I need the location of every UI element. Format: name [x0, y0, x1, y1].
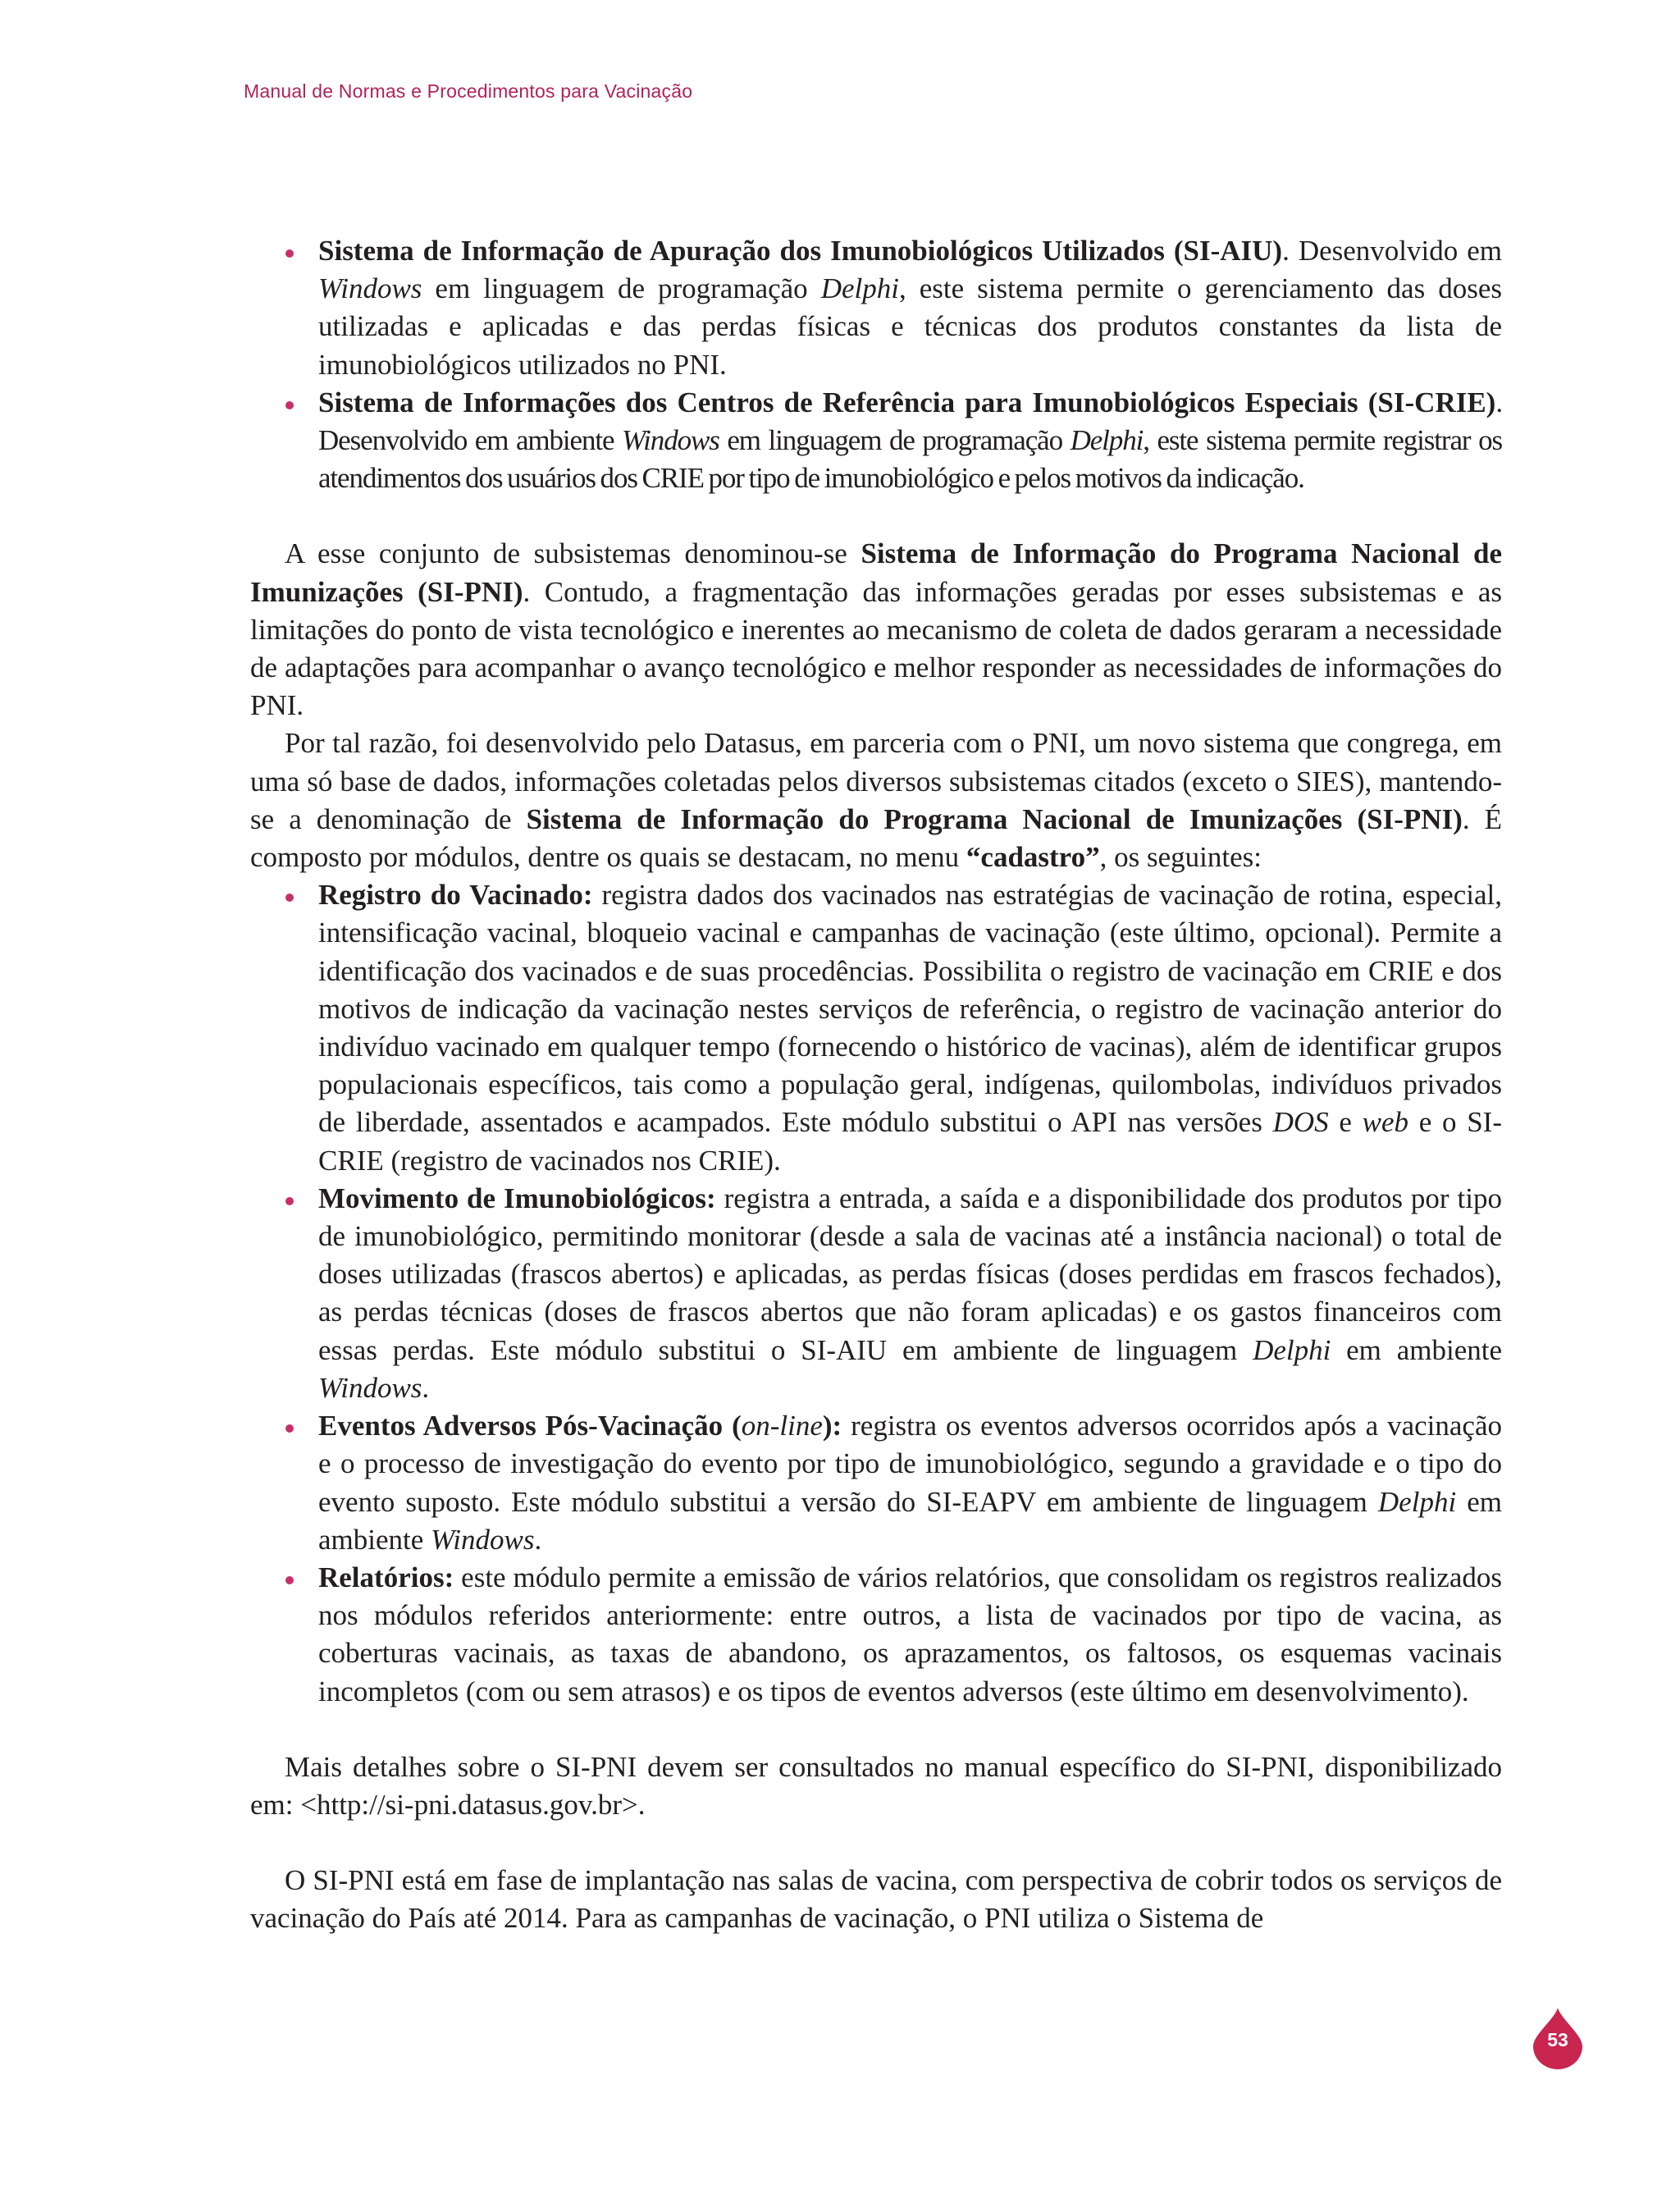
- list-item-si-aiu: Sistema de Informação de Apuração dos Imunobiológicos Utilizados (SI-AIU). Desenvolvido em Windows em linguagem de programação Delphi, este sistema permite o gerenciamento das doses utilizadas e aplicadas e das perdas físicas e técnicas dos produtos constantes da lista de imunobiológicos utilizados no PNI.: [250, 232, 1502, 384]
- bullet-icon: [285, 1576, 294, 1584]
- list-item-relatorios: Relatórios: este módulo permite a emissão de vários relatórios, que consolidam os registros realizados nos módulos referidos anteriormente: entre outros, a lista de vacinados por tipo de vacina, as coberturas vacinais, as taxas de abandono, os aprazamentos, os faltosos, os esquemas vacinais incompletos (com ou sem atrasos) e os tipos de eventos adversos (este último em desenvolvimento).: [250, 1559, 1502, 1711]
- paragraph-datasus: Por tal razão, foi desenvolvido pelo Datasus, em parceria com o PNI, um novo sistema que congrega, em uma só base de dados, informações coletadas pelos diversos subsistemas citados (exceto o SIES), mantendo-se a denominação de Sistema de Informação do Programa Nacional de Imunizações (SI-PNI). É composto por módulos, dentre os quais se destacam, no menu “cadastro”, os seguintes:: [250, 727, 1503, 874]
- bullet-icon: [285, 1197, 294, 1205]
- bullet-icon: [285, 401, 294, 409]
- list-item-eventos-adversos: Eventos Adversos Pós-Vacinação (on-line): registra os eventos adversos ocorridos após a vacinação e o processo de investigação do evento por tipo de imunobiológico, segundo a gravidade e o tipo do evento suposto. Este módulo substitui a versão do SI-EAPV em ambiente de linguagem Delphi em ambiente Windows.: [250, 1407, 1502, 1559]
- paragraph-implantation: O SI-PNI está em fase de implantação nas salas de vacina, com perspectiva de cobrir todos os serviços de vacinação do País até 2014. Para as campanhas de vacinação, o PNI utiliza o Sistema de: [250, 1864, 1502, 1935]
- bullet-icon: [285, 894, 294, 902]
- bullet-icon: [285, 249, 294, 258]
- bullet-icon: [285, 1424, 294, 1433]
- running-header: Manual de Normas e Procedimentos para Vacinação: [244, 80, 693, 102]
- paragraph-si-pni-intro: A esse conjunto de subsistemas denominou-se Sistema de Informação do Programa Nacional de Imunizações (SI-PNI). Contudo, a fragmentação das informações geradas por esses subsistemas e as limitações do ponto de vista tecnológico e inerentes ao mecanismo de coleta de dados geraram a necessidade de adaptações para acompanhar o avanço tecnológico e melhor responder as necessidades de informações do PNI.: [250, 537, 1502, 722]
- list-item-movimento-imunobiologicos: Movimento de Imunobiológicos: registra a entrada, a saída e a disponibilidade dos produtos por tipo de imunobiológico, permitindo monitorar (desde a sala de vacinas até a instância nacional) o total de doses utilizadas (frascos abertos) e aplicadas, as perdas físicas (doses perdidas em frascos fechados), as perdas técnicas (doses de frascos abertos que não foram aplicadas) e os gastos financeiros com essas perdas. Este módulo substitui o SI-AIU em ambiente de linguagem Delphi em ambiente Windows.: [250, 1180, 1502, 1407]
- page-content: [250, 232, 1502, 1938]
- module-list: [250, 876, 1502, 1710]
- paragraph-more-details: Mais detalhes sobre o SI-PNI devem ser consultados no manual específico do SI-PNI, disponibilizado em: <http://si-pni.datasus.gov.br>.: [250, 1750, 1502, 1821]
- list-item-registro-vacinado: Registro do Vacinado: registra dados dos vacinados nas estratégias de vacinação de rotina, especial, intensificação vacinal, bloqueio vacinal e campanhas de vacinação (este último, opcional). Permite a identificação dos vacinados e de suas procedências. Possibilita o registro de vacinação em CRIE e dos motivos de indicação da vacinação nestes serviços de referência, o registro de vacinação anterior do indivíduo vacinado em qualquer tempo (fornecendo o histórico de vacinas), além de identificar grupos populacionais específicos, tais como a população geral, indígenas, quilombolas, indivíduos privados de liberdade, assentados e acampados. Este módulo substitui o API nas versões DOS e web e o SI-CRIE (registro de vacinados nos CRIE).: [250, 876, 1502, 1180]
- subsystem-list: [250, 232, 1502, 497]
- list-item-si-crie: Sistema de Informações dos Centros de Referência para Imunobiológicos Especiais (SI-CRIE). Desenvolvido em ambiente Windows em linguagem de programação Delphi, este sistema permite registrar os atendimentos dos usuários dos CRIE por tipo de imunobiológico e pelos motivos da indicação.: [250, 384, 1502, 498]
- page-number: 53: [1547, 2029, 1568, 2050]
